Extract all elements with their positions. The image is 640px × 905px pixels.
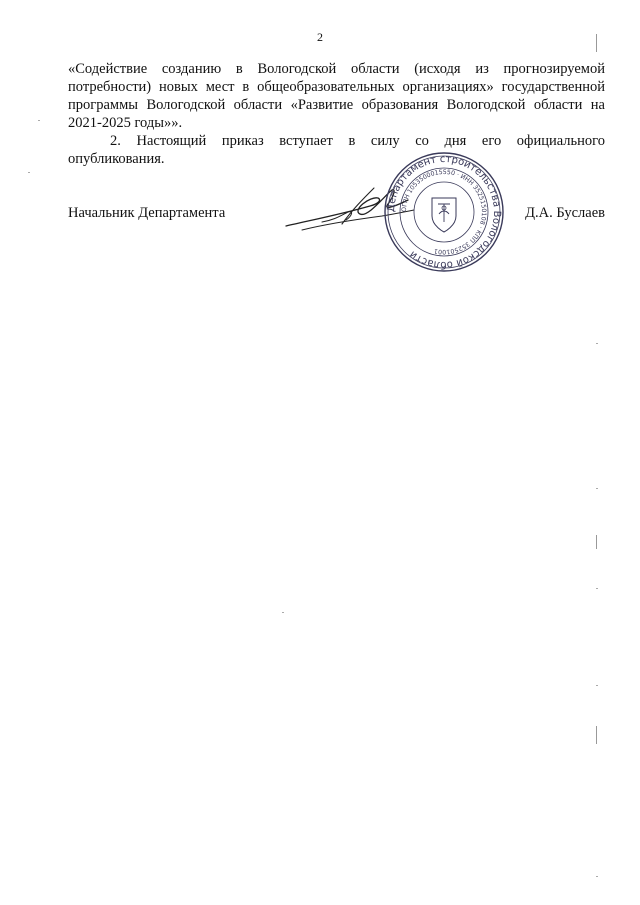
scan-mark <box>596 726 597 744</box>
scan-speck <box>282 612 284 613</box>
paragraph-1-line-1: «Содействие созданию в Вологодской области (исходя из прогнозируемой <box>68 61 605 77</box>
scan-speck <box>596 588 598 589</box>
paragraph-2 <box>68 132 605 168</box>
paragraph-1-line-3: программы Вологодской области «Развитие образования Вологодской области на <box>68 97 605 113</box>
scan-speck <box>596 685 598 686</box>
scan-mark <box>596 535 597 549</box>
paragraph-2-line-2: опубликования. <box>68 151 165 167</box>
paragraph-2-line-1: 2. Настоящий приказ вступает в силу со дня его официального <box>110 133 605 149</box>
paragraph-1-line-4: 2021-2025 годы»». <box>68 115 183 131</box>
scan-speck <box>28 172 30 173</box>
page-number: 2 <box>317 30 323 44</box>
scan-speck <box>38 120 40 121</box>
official-seal <box>382 150 506 274</box>
signatory-name: Д.А. Буслаев <box>525 205 605 221</box>
scan-mark <box>596 34 597 52</box>
scan-speck <box>596 488 598 489</box>
signatory-title: Начальник Департамента <box>68 205 226 221</box>
seal-inner-text: ОГРН 1053500015550 · ИНН 3525150108 · КПП 352501001 <box>400 168 488 256</box>
scan-speck <box>596 876 598 877</box>
paragraph-1 <box>68 60 605 132</box>
seal-ring-text: Департамент строительства Вологодской области <box>385 153 503 271</box>
paragraph-1-line-2: потребности) новых мест в общеобразовательных организациях» государственной <box>68 79 605 95</box>
scan-speck <box>596 343 598 344</box>
